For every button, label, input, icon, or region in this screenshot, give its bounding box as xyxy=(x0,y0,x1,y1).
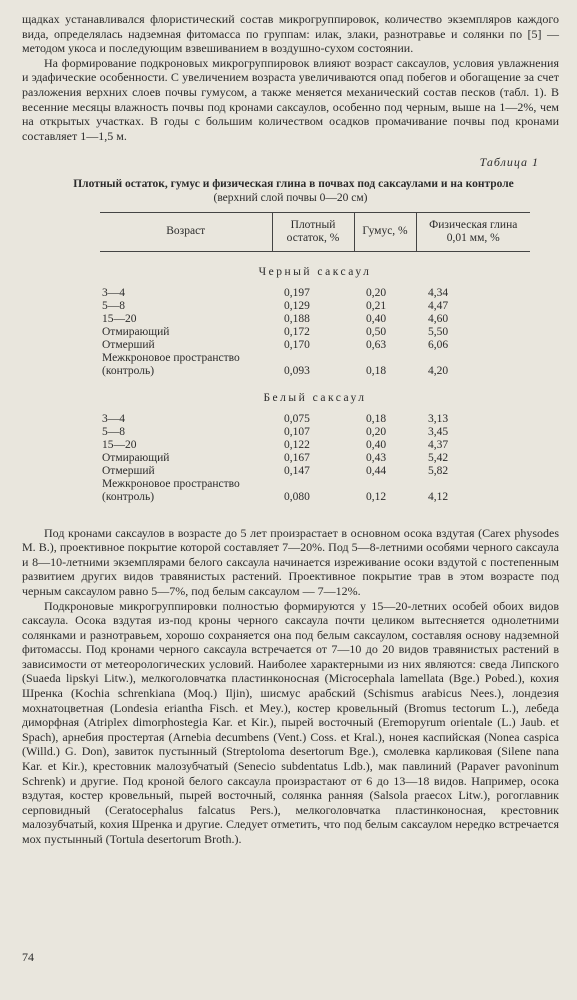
table-row: 5—8 0,107 0,20 3,45 xyxy=(102,425,449,438)
body-paragraph-2: Подкроновые микрогруппировки полностью формируются у 15—20-летних особей обоих видов саксаула. Осока вздутая из-под кроны черного саксаула почти целиком вытесняется однолетними солянками и разнотравьем, хорошо сохраняется она под белым саксаулом, составляя основу надземной фитомассы. Под кронами черного саксаула встречается от 7—10 до 20 видов травянистых растений в зависимости от метеорологических условий. Наиболее характерными из них являются: сведа Липского (Suaeda lipskyi Litw.), мелкоголовчатка пластинконосная (Microcephala lamellata (Bge.) Pobed.), кохия Шренка (Kochia schrenkiana (Moq.) Iljin), шисмус арабский (Schismus arabicus Nees.), лондезия мохнатоцветная (Londesia eriantha Fisch. et Mey.), костер кровельный (Bromus tectorum L.), лебеда диморфная (Atriplex dimorphostegia Kar. et Kir.), пырей восточный (Eremopyrum orientale (L.) Jaub. et Spach), арнебия простертая (Arnebia decumbens (Vent.) Coss. et Kral.), нонея каспийская (Nonea caspica (Willd.) G. Don), завиток пустынный (Streptoloma desertorum Bge.), смолевка карликовая (Silene nana Kar. et Kir.), крестовник малозубчатый (Senecio subdentatus Ldb.), мак павлиний (Papaver pavoninum Schrenk) и другие. Под кроной белого саксаула произрастают от 6 до 13—18 видов. Например, осока вздутая, костер кровельный, пырей восточный, солянка ранняя (Salsola praecox Litw.), рогоглавник серповидный (Ceratocephalus falcatus Pers.), мелкоголовчатка пластинконосная, крестовник малозубчатый, кохия Шренка и другие. Следует отметить, что под белым саксаулом нередко встречается мох пустынный (Tortula desertorum Broth.). xyxy=(22,598,559,846)
header-dry-residue: Плотный остаток, % xyxy=(272,212,354,251)
intro-paragraph-2: На формирование подкроновых микрогруппировок влияют возраст саксаулов, условия увлажнения и эдафические особенности. С увеличением возраста увеличиваются опад побегов и обогащение за счет разложения верхних слоев почвы гумусом, а также меняется механический состав песков (табл. 1). В весенние месяцы влажность почвы под кронами саксаулов, особенно под черным, выше на 1—2%, чем на открытых участках. В годы с большим количеством осадков промачивание почвы под кронами составляет 1—1,5 м. xyxy=(22,55,559,143)
table-row: Отмирающий 0,172 0,50 5,50 xyxy=(102,325,449,338)
table-label: Таблица 1 xyxy=(479,155,539,170)
body-paragraph-1: Под кронами саксаулов в возрасте до 5 лет произрастает в основном осока вздутая (Carex physodes M. B.), проективное покрытие которой составляет 7—20%. Под 5—8-летними особями черного саксаула и 8—10-летними экземплярами белого саксаула начинается изреживание осоки вздутой с постепенным развитием других видов травянистых растений. Проективное покрытие трав в этом возрасте под черным саксаулом равно 5—7%, под белым саксаулом — 7—12%. xyxy=(22,525,559,598)
table-group-white xyxy=(100,378,530,504)
table-row: 3—4 0,075 0,18 3,13 xyxy=(102,412,449,425)
table-subtitle: (верхний слой почвы 0—20 см) xyxy=(213,191,368,204)
table-row: Межкроновое пространство (контроль) 0,080 0,12 4,12 xyxy=(102,477,449,503)
table-row: Отмерший 0,170 0,63 6,06 xyxy=(102,338,449,351)
table-row: 15—20 0,122 0,40 4,37 xyxy=(102,438,449,451)
table-row: Межкроновое пространство (контроль) 0,093 0,18 4,20 xyxy=(102,351,449,377)
table-row: 5—8 0,129 0,21 4,47 xyxy=(102,299,449,312)
table-header-row xyxy=(100,212,530,251)
group-title-white: Белый саксаул xyxy=(263,391,367,404)
table-group-black xyxy=(100,251,530,378)
page-number: 74 xyxy=(22,950,34,964)
group-title-black: Черный саксаул xyxy=(258,265,372,278)
table-title: Плотный остаток, гумус и физическая глина в почвах под саксаулами и на контроле xyxy=(73,177,514,190)
table-row: 15—20 0,188 0,40 4,60 xyxy=(102,312,449,325)
header-age: Возраст xyxy=(100,212,272,251)
intro-paragraph-1: щадках устанавливался флористический состав микрогруппировок, количество экземпляров каждого вида, определялась надземная фитомасса по группам: илак, злаки, разнотравье и солянки по [5] — методом укоса и последующим взвешиванием в воздушно-сухом состоянии. xyxy=(22,12,559,56)
data-table xyxy=(100,212,530,504)
table-row: 3—4 0,197 0,20 4,34 xyxy=(102,286,449,299)
header-clay: Физическая глина 0,01 мм, % xyxy=(416,212,530,251)
table-row: Отмерший 0,147 0,44 5,82 xyxy=(102,464,449,477)
table-row: Отмирающий 0,167 0,43 5,42 xyxy=(102,451,449,464)
header-humus: Гумус, % xyxy=(354,212,416,251)
